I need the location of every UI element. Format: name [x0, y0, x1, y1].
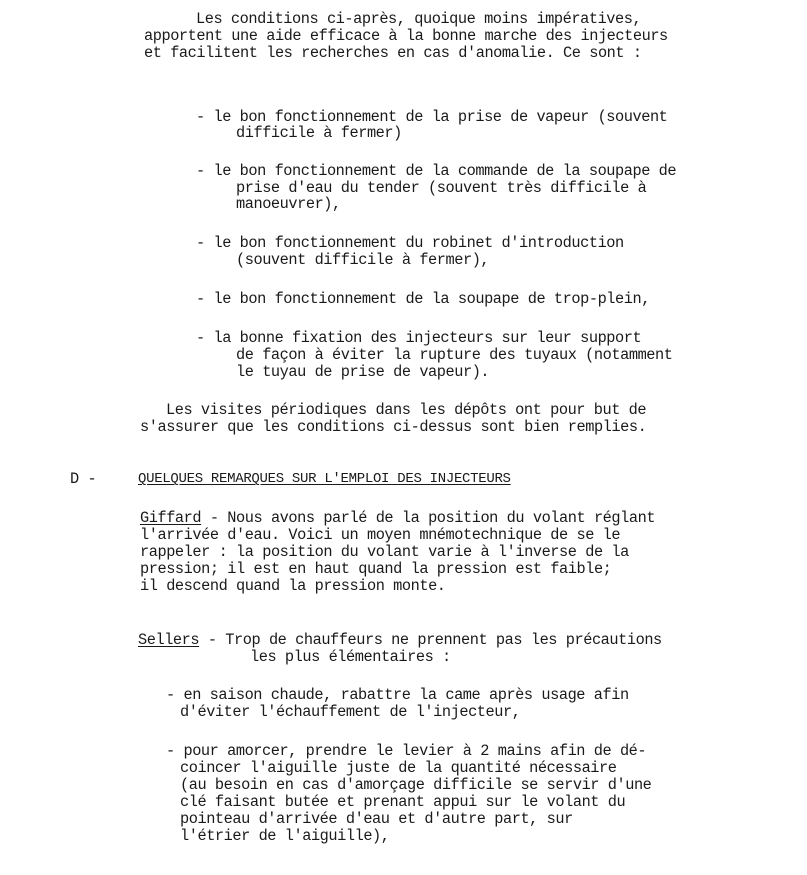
condition-line: le tuyau de prise de vapeur).	[236, 363, 490, 381]
section-marker: D -	[70, 470, 97, 488]
sellers-item-line: clé faisant butée et prenant appui sur le volant du	[180, 793, 626, 811]
visits-line: s'assurer que les conditions ci-dessus sont bien remplies.	[140, 418, 647, 436]
condition-line: - le bon fonctionnement du robinet d'introduction	[196, 234, 624, 252]
sellers-item-line: l'étrier de l'aiguille),	[180, 827, 390, 845]
giffard-line: rappeler : la position du volant varie à l'inverse de la	[140, 543, 629, 561]
sellers-item-line: - pour amorcer, prendre le levier à 2 mains afin de dé-	[166, 742, 647, 760]
condition-line: - le bon fonctionnement de la prise de vapeur (souvent	[196, 108, 668, 126]
sellers-line: les plus élémentaires :	[250, 648, 451, 666]
sellers-label: Sellers	[138, 631, 200, 649]
condition-line: manoeuvrer),	[236, 195, 341, 213]
giffard-first-text: - Nous avons parlé de la position du volant réglant	[201, 509, 656, 527]
condition-line: prise d'eau du tender (souvent très difficile à	[236, 179, 647, 197]
condition-line: - le bon fonctionnement de la soupape de trop-plein,	[196, 290, 650, 308]
sellers-item-line: pointeau d'arrivée d'eau et d'autre part, sur	[180, 810, 573, 828]
giffard-first-line	[140, 510, 655, 526]
sellers-first-text: - Trop de chauffeurs ne prennent pas les précautions	[199, 631, 662, 649]
giffard-label: Giffard	[140, 509, 202, 527]
intro-line: Les conditions ci-après, quoique moins impératives,	[196, 10, 642, 28]
sellers-item-line: coincer l'aiguille juste de la quantité nécessaire	[180, 759, 617, 777]
giffard-line: pression; il est en haut quand la pression est faible;	[140, 560, 612, 578]
intro-line: apportent une aide efficace à la bonne marche des injecteurs	[144, 27, 668, 45]
sellers-item-line: (au besoin en cas d'amorçage difficile se servir d'une	[180, 776, 652, 794]
condition-line: - le bon fonctionnement de la commande de la soupape de	[196, 162, 677, 180]
sellers-item-line: - en saison chaude, rabattre la came après usage afin	[166, 686, 629, 704]
section-heading: QUELQUES REMARQUES SUR L'EMPLOI DES INJECTEURS	[138, 471, 511, 487]
giffard-line: il descend quand la pression monte.	[140, 577, 446, 595]
condition-line: - la bonne fixation des injecteurs sur leur support	[196, 329, 642, 347]
intro-line: et facilitent les recherches en cas d'anomalie. Ce sont :	[144, 44, 642, 62]
sellers-first-line	[138, 632, 662, 648]
sellers-item-line: d'éviter l'échauffement de l'injecteur,	[180, 703, 521, 721]
condition-line: de façon à éviter la rupture des tuyaux (notamment	[236, 346, 673, 364]
condition-line: (souvent difficile à fermer),	[236, 251, 490, 269]
giffard-line: l'arrivée d'eau. Voici un moyen mnémotechnique de se le	[140, 526, 621, 544]
condition-line: difficile à fermer)	[236, 124, 402, 142]
visits-line: Les visites périodiques dans les dépôts ont pour but de	[166, 401, 647, 419]
